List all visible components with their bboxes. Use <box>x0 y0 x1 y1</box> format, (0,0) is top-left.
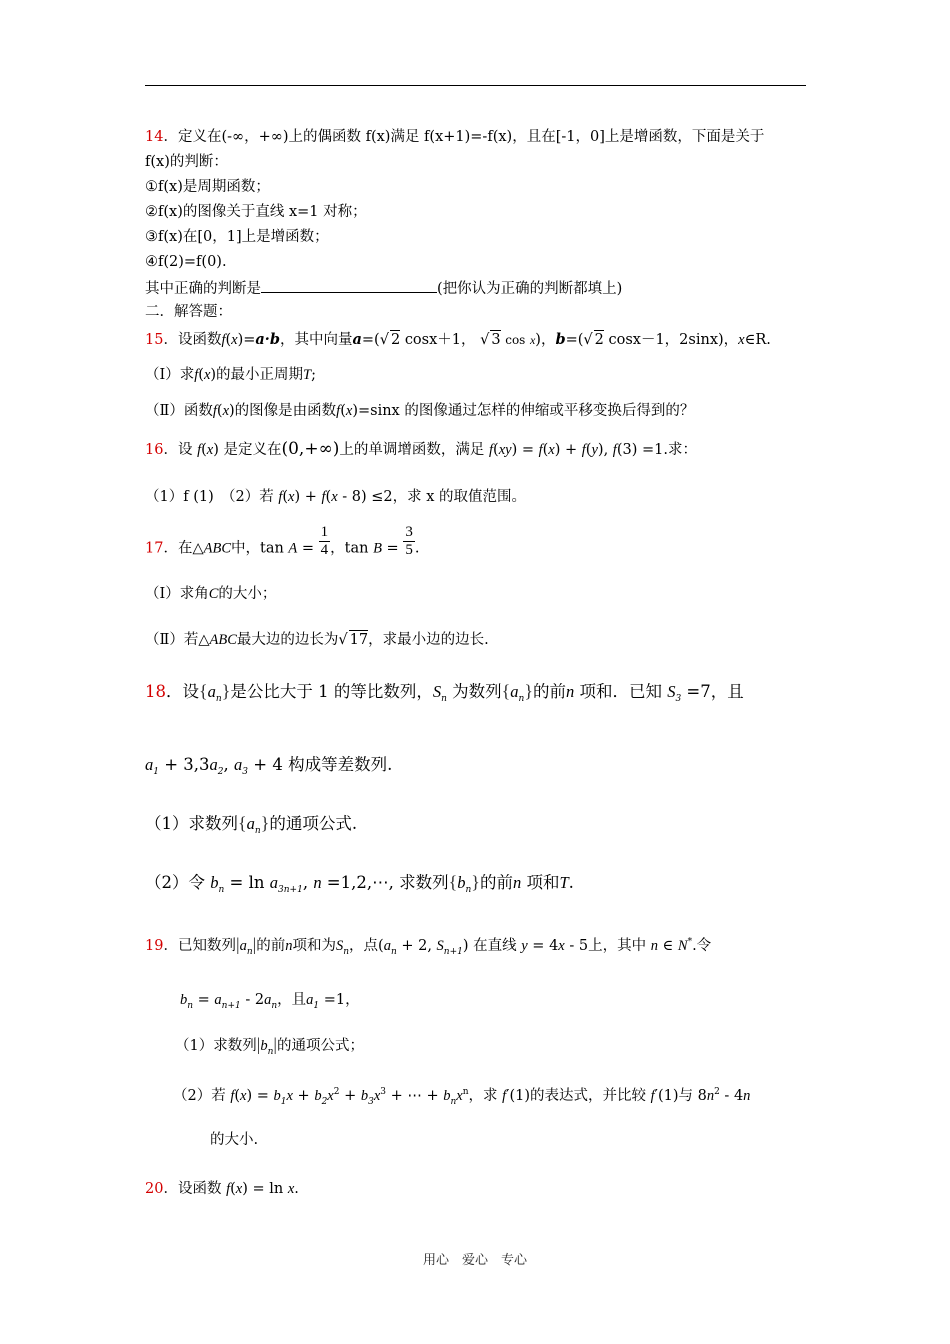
p15-q2: （Ⅱ）函数f(x)的图像是由函数f(x)=sinx 的图像通过怎样的伸缩或平移变换后得到的？ <box>145 403 695 419</box>
p15-q2-a: （Ⅱ）函数 <box>145 403 213 419</box>
p19-q1-a: （1）求数列 <box>175 1038 257 1054</box>
p14-answer-line <box>145 278 622 298</box>
p18-q2-c: 的前 <box>479 873 513 892</box>
p14-answer-prefix: 其中正确的判断是 <box>145 281 261 297</box>
page-footer: 用心 爱心 专心 <box>422 1253 527 1268</box>
p20-line1: 20．设函数 f(x) = ln x. <box>145 1181 299 1197</box>
p20-t1: ．设函数 <box>163 1181 222 1197</box>
p15-q1-a: （Ⅰ）求 <box>145 367 195 383</box>
p15-q2-c: =sinx 的图像通过怎样的伸缩或平移变换后得到的？ <box>357 403 695 419</box>
p19-q2-d: 与 <box>678 1088 693 1104</box>
p19-t7: .令 <box>692 938 712 954</box>
p18-line2: $a_1 + 3,3a_2$, $a_3 + 4$ 构成等差数列. <box>145 755 393 777</box>
p15-t4: cos <box>505 333 526 347</box>
p14-item1: ①f(x)是周期函数； <box>145 179 270 195</box>
p15-t2: ，其中向量 <box>280 332 353 348</box>
p14-number: 14 <box>145 129 164 145</box>
p19-t2: 的前 <box>256 938 286 954</box>
p18-q2: （2）令 $b_n = \ln a_{3n+1}$, n =1,2,⋯, 求数列$\{b_n\}$的前n 项和T. <box>145 872 574 895</box>
p19-t4: ，点 <box>349 938 379 954</box>
p20-number: 20 <box>145 1181 164 1197</box>
p19-t3: 项和为 <box>292 938 336 954</box>
p15-t7: ∈R. <box>744 332 771 348</box>
p15-number: 15 <box>145 332 164 348</box>
p18-q2-a: （2）令 <box>145 873 205 892</box>
p16-line1: 16．设 f(x) 是定义在(0,+∞)上的单调增函数，满足 f(xy) = f(x) + f(y), f(3) =1.求： <box>145 439 697 459</box>
p18-line1: 18．设$\{a_n\}$是公比大于 1 的等比数列，$S_n$ 为数列$\{a_n\}$的前n 项和．已知 $S_3 =7$，且 <box>145 681 744 704</box>
p16-t1: ．设 <box>163 442 193 458</box>
p17-q2-a: （Ⅱ）若 <box>145 632 199 648</box>
p17-q2-c: ，求最小边的边长. <box>368 632 489 648</box>
p17-line1: 17．在△ABC中，tan A = $\frac{1}{4}$ ，tan B = $\frac{3}{5}$ . <box>145 524 420 558</box>
p14-line1 <box>145 128 764 146</box>
p14-answer-blank[interactable] <box>261 278 437 293</box>
p17-t2: 中， <box>231 540 260 557</box>
p17-q1: （Ⅰ）求角C的大小； <box>145 586 277 602</box>
p14-text: ．定义在(-∞，+∞)上的偶函数 f(x)满足 f(x+1)=-f(x)，且在[-1，0]上是增函数，下面是关于 <box>163 129 765 145</box>
p15-t5: ， <box>540 332 556 348</box>
p15-line1: 15．设函数f(x)=a·b，其中向量a=(√ 2 cosx＋1， √ 3 cos x)，b=(√ 2 cosx－1，2sinx)，x∈R. <box>145 331 771 348</box>
p16-q1: （1）f (1) （2）若 <box>145 489 274 505</box>
p17-q2-b: 最大边的边长为 <box>236 632 339 648</box>
p18-t2: 是公比大于 1 的等比数列， <box>230 682 433 701</box>
p14-item3: ③f(x)在[0，1]上是增函数； <box>145 229 329 245</box>
p19-line1: 19．已知数列$|a_n|$的前n项和为$S_n$，点($a_n + 2$, $S_{n+1}$) 在直线 y = 4x - 5上，其中 n ∈ N*.令 <box>145 934 712 957</box>
p16-number: 16 <box>145 442 164 458</box>
p18-q2-b: 求数列 <box>399 873 449 892</box>
p18-t6: ，且 <box>710 682 744 701</box>
p18-t5: 项和．已知 <box>579 682 662 701</box>
p14-item2: ②f(x)的图像关于直线 x=1 对称； <box>145 204 367 220</box>
p19-t8: ，且 <box>277 992 307 1008</box>
p16-t2: 是定义在 <box>223 442 282 458</box>
p17-t1: ．在 <box>163 540 193 557</box>
p15-q1: （Ⅰ）求f(x)的最小正周期T; <box>145 367 317 383</box>
p19-t1: ．已知数列 <box>163 938 236 954</box>
p18-t1: ．设 <box>166 682 199 701</box>
p18-t7: 构成等差数列. <box>288 755 393 774</box>
p16-q2: ，求 x 的取值范围。 <box>392 489 527 505</box>
p16-t3: 上的单调增函数，满足 <box>339 442 485 458</box>
p18-t4: 的前 <box>532 682 566 701</box>
p19-q1: （1）求数列$|b_n|$的通项公式； <box>175 1034 364 1057</box>
p19-line2: $b_n = a_{n+1} - 2a_n$，且$a_1 =1$， <box>180 992 360 1011</box>
p19-q2: （2）若 $f(x) = b_1x + b_2x^2 + b_3x^3$ + ⋯ + $b_nx^n$，求 f′(1)的表达式，并比较 f′(1)与 $8n^2 - 4n$ <box>173 1087 751 1107</box>
p15-t1: ．设函数 <box>163 332 222 348</box>
p18-t3: 为数列 <box>452 682 502 701</box>
p19-q2-b: ，求 <box>468 1088 498 1104</box>
p19-q2-end: 的大小. <box>210 1132 259 1148</box>
p14-item4: ④f(2)=f(0). <box>145 254 227 270</box>
header-rule <box>145 85 806 86</box>
p16-t4: .求： <box>663 442 697 458</box>
p19-t5: 在直线 <box>473 938 517 954</box>
p15-q1-b: 的最小正周期 <box>216 367 304 383</box>
p18-q1: （1）求数列$\{a_n\}$的通项公式. <box>145 813 358 836</box>
p17-q2: （Ⅱ）若△ABC最大边的边长为√ 17，求最小边的边长. <box>145 632 489 648</box>
p14-line2: f(x)的判断： <box>145 154 228 170</box>
p17-number: 17 <box>145 540 164 557</box>
p18-number: 18 <box>145 682 166 701</box>
p19-q1-b: 的通项公式； <box>277 1038 364 1054</box>
p15-t6: cosx－1，2sinx)， <box>608 332 739 348</box>
p18-q1-a: （1）求数列 <box>145 814 238 833</box>
p18-q2-d: 项和 <box>526 873 560 892</box>
p16-questions: （1）f (1) （2）若 f(x) + f(x - 8) ≤2，求 x 的取值范围。 <box>145 489 527 505</box>
p15-t3: cosx＋1， <box>404 332 476 348</box>
p18-q1-b: 的通项公式. <box>269 814 358 833</box>
p17-q1-b: 的大小； <box>218 586 277 602</box>
p17-q1-a: （Ⅰ）求角 <box>145 586 209 602</box>
section2-heading: 二．解答题： <box>145 304 232 320</box>
p19-number: 19 <box>145 938 164 954</box>
p14-answer-suffix: (把你认为正确的判断都填上) <box>437 281 623 297</box>
p19-q2-c: 的表达式，并比较 <box>530 1088 647 1104</box>
p19-t6: 上，其中 <box>588 938 647 954</box>
p15-q2-b: 的图像是由函数 <box>234 403 337 419</box>
p18-q2-e: . <box>568 873 574 892</box>
p19-q2-a: （2）若 <box>173 1088 226 1104</box>
